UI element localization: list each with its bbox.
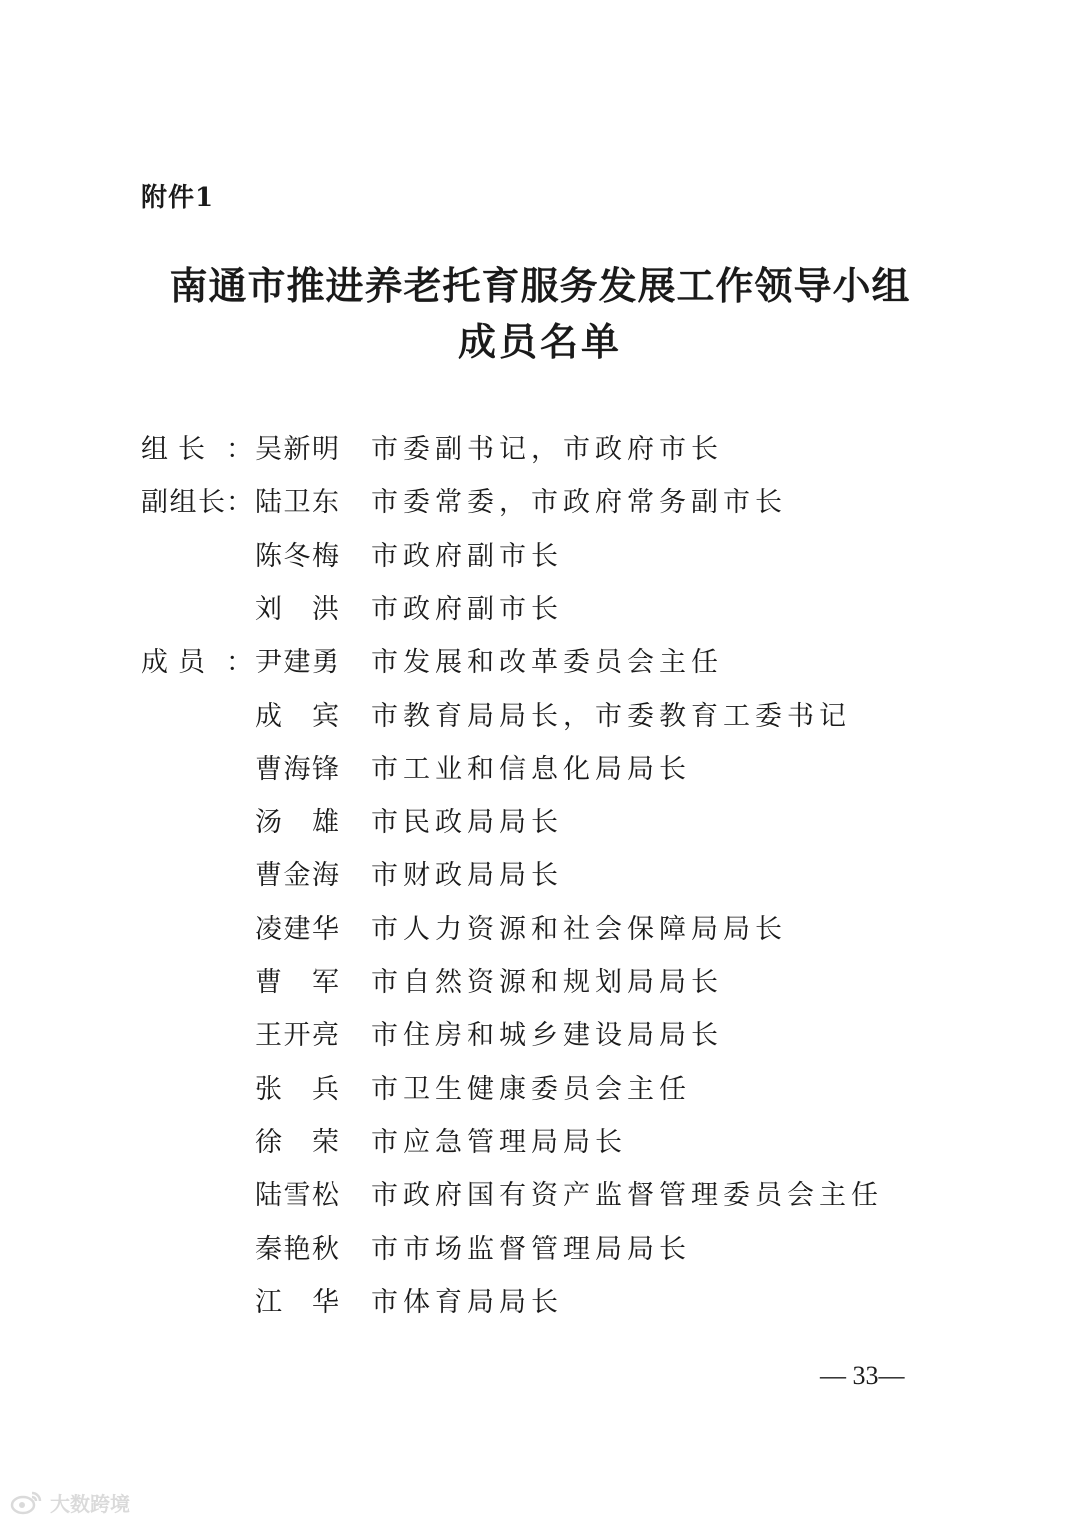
member-name: 张 兵: [255, 1074, 339, 1105]
member-position: 市住房和城乡建设局局长: [371, 1020, 723, 1051]
member-position: 市委副书记，市政府市长: [371, 434, 723, 465]
member-position: 市体育局局长: [371, 1287, 563, 1318]
member-role-colon: ：: [226, 647, 253, 678]
member-position: 市人力资源和社会保障局局长: [371, 914, 787, 945]
member-position: 市委常委，市政府常务副市长: [371, 487, 787, 518]
member-name: 陈 冬 梅: [255, 541, 339, 572]
attachment-label: 附件1: [141, 183, 215, 213]
member-role: 副 组 长: [141, 487, 225, 518]
page-number: — 33—: [820, 1361, 905, 1390]
member-position: 市政府副市长: [371, 594, 563, 625]
member-position: 市财政局局长: [371, 860, 563, 891]
member-role: 组 长: [141, 434, 205, 465]
member-name: 凌 建 华: [255, 914, 339, 945]
member-name: 曹 海 锋: [255, 754, 339, 785]
member-role: 成 员: [141, 647, 205, 678]
document-title-line-1: 南通市推进养老托育服务发展工作领导小组: [169, 263, 911, 308]
member-position: 市发展和改革委员会主任: [371, 647, 723, 678]
member-position: 市教育局局长，市委教育工委书记: [371, 701, 851, 732]
member-name: 曹 军: [255, 967, 339, 998]
member-name: 王 开 亮: [255, 1020, 339, 1051]
member-name: 尹 建 勇: [255, 647, 339, 678]
member-name: 刘 洪: [255, 594, 339, 625]
member-name: 徐 荣: [255, 1127, 339, 1158]
member-name: 曹 金 海: [255, 860, 339, 891]
member-role-colon: ：: [226, 487, 253, 518]
member-role-colon: ：: [226, 434, 253, 465]
member-position: 市政府副市长: [371, 541, 563, 572]
member-name: 吴 新 明: [255, 434, 339, 465]
member-position: 市市场监督管理局局长: [371, 1234, 691, 1265]
member-name: 江 华: [255, 1287, 339, 1318]
member-position: 市民政局局长: [371, 807, 563, 838]
member-name: 秦 艳 秋: [255, 1234, 339, 1265]
member-position: 市卫生健康委员会主任: [371, 1074, 691, 1105]
member-name: 成 宾: [255, 701, 339, 732]
member-position: 市自然资源和规划局局长: [371, 967, 723, 998]
weibo-style-logo-icon: [10, 1489, 44, 1515]
member-name: 汤 雄: [255, 807, 339, 838]
member-position: 市应急管理局局长: [371, 1127, 627, 1158]
member-position: 市工业和信息化局局长: [371, 754, 691, 785]
member-position: 市政府国有资产监督管理委员会主任: [371, 1180, 883, 1211]
document-title-line-2: 成员名单: [457, 319, 622, 364]
watermark: [10, 1488, 130, 1516]
member-name: 陆 卫 东: [255, 487, 339, 518]
member-name: 陆 雪 松: [255, 1180, 339, 1211]
watermark-text: 大数跨境: [50, 1491, 130, 1516]
